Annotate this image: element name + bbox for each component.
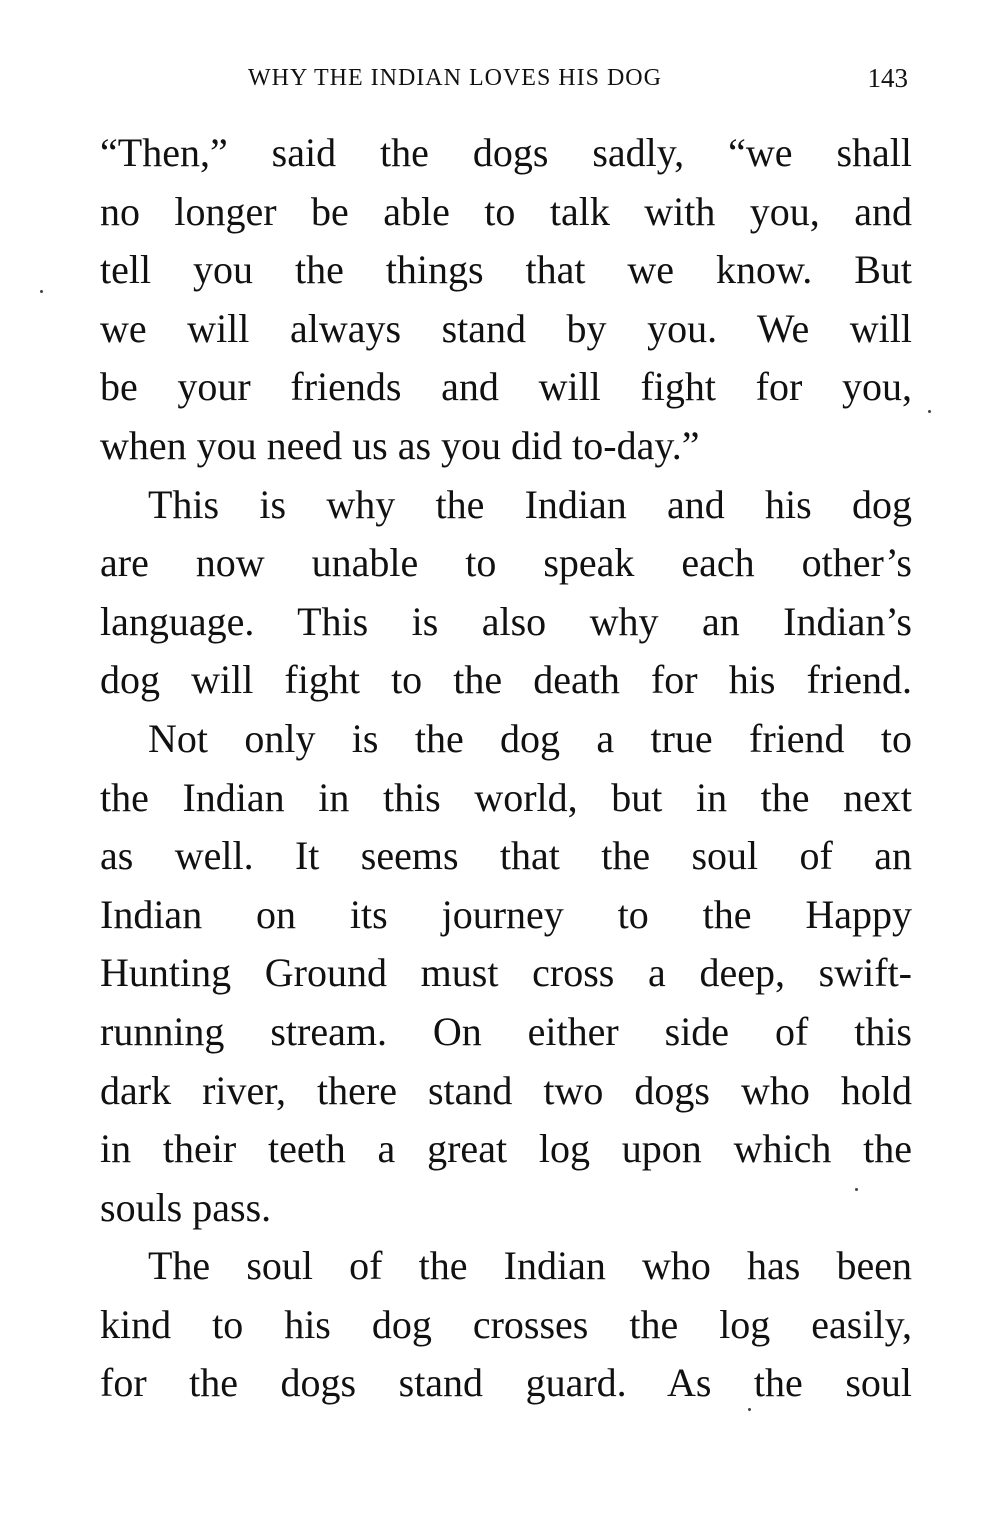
print-speck [40,290,43,293]
text-line: “Then,” said the dogs sadly, “we shall [100,130,912,175]
running-title: WHY THE INDIAN LOVES HIS DOG [248,65,662,91]
text-line: Hunting Ground must cross a deep, swift- [100,950,912,996]
text-line: the Indian in this world, but in the next [100,774,912,820]
body-text [100,124,912,1413]
text-line: are now unable to speak each other’s [100,540,912,586]
print-speck [748,1408,751,1411]
text-line: no longer be able to talk with you, and [100,188,912,234]
text-line: as well. It seems that the soul of an [100,833,912,879]
text-line: Indian on its journey to the Happy [100,891,912,937]
print-speck [928,410,931,413]
running-header [100,60,912,96]
print-speck [855,1188,858,1191]
text-line: when you need us as you did to-day.” [100,422,700,468]
text-line: for the dogs stand guard. As the soul [100,1360,912,1406]
text-line: in their teeth a great log upon which the [100,1126,912,1172]
text-line: This is why the Indian and his dog [148,481,912,527]
page-number: 143 [867,63,908,93]
text-line: we will always stand by you. We will [100,305,912,351]
text-line: kind to his dog crosses the log easily, [100,1301,912,1347]
text-line: tell you the things that we know. But [100,247,912,293]
text-line: souls pass. [100,1184,272,1230]
text-line: language. This is also why an Indian’s [100,598,912,644]
text-line: The soul of the Indian who has been [148,1243,912,1289]
text-line: dog will fight to the death for his friend. [100,657,912,703]
text-line: running stream. On either side of this [100,1008,912,1054]
text-line: be your friends and will fight for you, [100,364,912,410]
text-line: Not only is the dog a true friend to [148,715,912,761]
text-line: dark river, there stand two dogs who hold [100,1067,912,1113]
